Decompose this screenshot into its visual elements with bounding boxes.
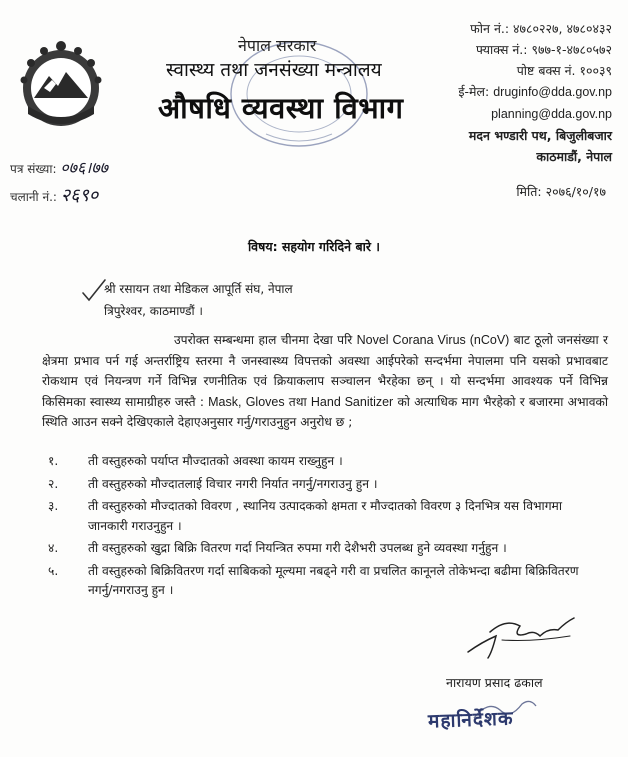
item-mask: Mask,	[208, 394, 242, 409]
dispatch-value: २६९०	[60, 185, 99, 206]
contact-address-line1: मदन भण्डारी पथ, बिजुलीबजार	[468, 128, 612, 143]
letter-reference	[10, 156, 108, 178]
list-item: ५. ती वस्तुहरुको बिक्रिवितरण गर्दा साबिकको मूल्यमा नबढ्ने गरी वा प्रचलित कानूनले तोकेभन्दा बढीमा बिक्रिवितरण नगर्नु/नगराउनु हुन ।	[48, 563, 579, 597]
body-text-c: तथा	[288, 394, 307, 409]
handwritten-signature	[462, 612, 578, 660]
body-text-d: को अत्याधिक माग भैरहेको र बजारमा अभावको स्थिति आउन सक्ने देखिएकाले देहाएअनुसार गर्नु/गराउनुहुन अनुरोध छ ;	[42, 394, 608, 430]
header-country: नेपाल सरकार	[238, 36, 317, 55]
instruction-list	[44, 452, 604, 604]
contact-phone: फोन नं.: ४७८०२२७, ४७८०४३२	[470, 21, 612, 36]
list-item: ३. ती वस्तुहरुको मौज्दातको विवरण , स्थानिय उत्पादकको क्षमता र मौज्दातको विवरण ३ दिनभित्र यस विभागमा जानकारी गराउनुहुन ।	[48, 499, 563, 533]
contact-address-line2: काठमाडौं, नेपाल	[536, 149, 612, 164]
dispatch-number	[10, 183, 98, 207]
header-department: औषधि व्यवस्था विभाग	[158, 91, 404, 125]
list-item: ४. ती वस्तुहरुको खुद्रा बिक्रि वितरण गर्दा नियन्त्रित रुपमा गरी देशैभरी उपलब्ध हुने व्यवस्था गर्नुहुन ।	[48, 541, 507, 555]
contact-email-secondary[interactable]: planning@dda.gov.np	[491, 107, 612, 121]
contact-block	[458, 18, 612, 167]
header-ministry: स्वास्थ्य तथा जनसंख्या मन्त्रालय	[166, 59, 382, 81]
virus-name: Novel Corana Virus (nCoV)	[356, 333, 510, 347]
letter-subject: विषय: सहयोग गरिदिने बारे ।	[247, 239, 381, 254]
body-paragraph	[42, 330, 608, 433]
contact-email-primary[interactable]: druginfo@dda.gov.np	[493, 85, 612, 99]
body-text-a: उपरोक्त सम्बन्धमा हाल चीनमा देखा परि	[174, 333, 353, 347]
reference-number: ०७६।७७	[60, 158, 108, 177]
contact-email-label: ई-मेल:	[458, 84, 490, 99]
nepal-emblem-icon	[14, 36, 108, 136]
addressee-line2: त्रिपुरेश्वर, काठमाण्डौं ।	[104, 304, 203, 318]
item-sanitizer: Hand Sanitizer	[310, 394, 394, 409]
letter-date: मिति: २०७६/१०/१७	[516, 184, 606, 199]
contact-fax: फ्याक्स नं.: ९७७-१-४७८०५७२	[476, 42, 612, 57]
dispatch-label: चलानी नं.:	[10, 190, 57, 204]
list-item: १. ती वस्तुहरुको पर्याप्त मौज्दातको अवस्था कायम राख्नुहुन ।	[48, 454, 343, 468]
initials-scribble	[470, 696, 540, 726]
reference-label: पत्र संख्या:	[10, 162, 57, 176]
item-gloves: Gloves	[245, 394, 285, 409]
body-text-b: बाट ठूलो जनसंख्या र क्षेत्रमा प्रभाव पर्न गई अन्तर्राष्ट्रिय स्तरमा नै जनस्वास्थ्य विपत्तको अवस्था आईपरेको सन्दर्भमा नेपालमा पनि यसको प्रभावबाट रोकथाम एवं नियन्त्रण गर्ने विभिन्न रणनीतिक एवं क्रियाकलाप सञ्चालन भैरहेका छन् । यो सन्दर्भमा आवश्यक पर्ने विभिन्न किसिमका स्वास्थ्य सामाग्रीहरु जस्तै :	[42, 333, 609, 409]
addressee-line1: श्री रसायन तथा मेडिकल आपूर्ति संघ, नेपाल	[104, 282, 293, 296]
list-item: २. ती वस्तुहरुको मौज्दातलाई विचार नगरी निर्यात नगर्नु/नगराउनु हुन ।	[48, 476, 378, 491]
signatory-title: महानिर्देशक	[427, 707, 514, 733]
signatory-name: नारायण प्रसाद ढकाल	[446, 675, 543, 690]
contact-pobox: पोष्ट बक्स नं. १००३९	[516, 63, 612, 78]
